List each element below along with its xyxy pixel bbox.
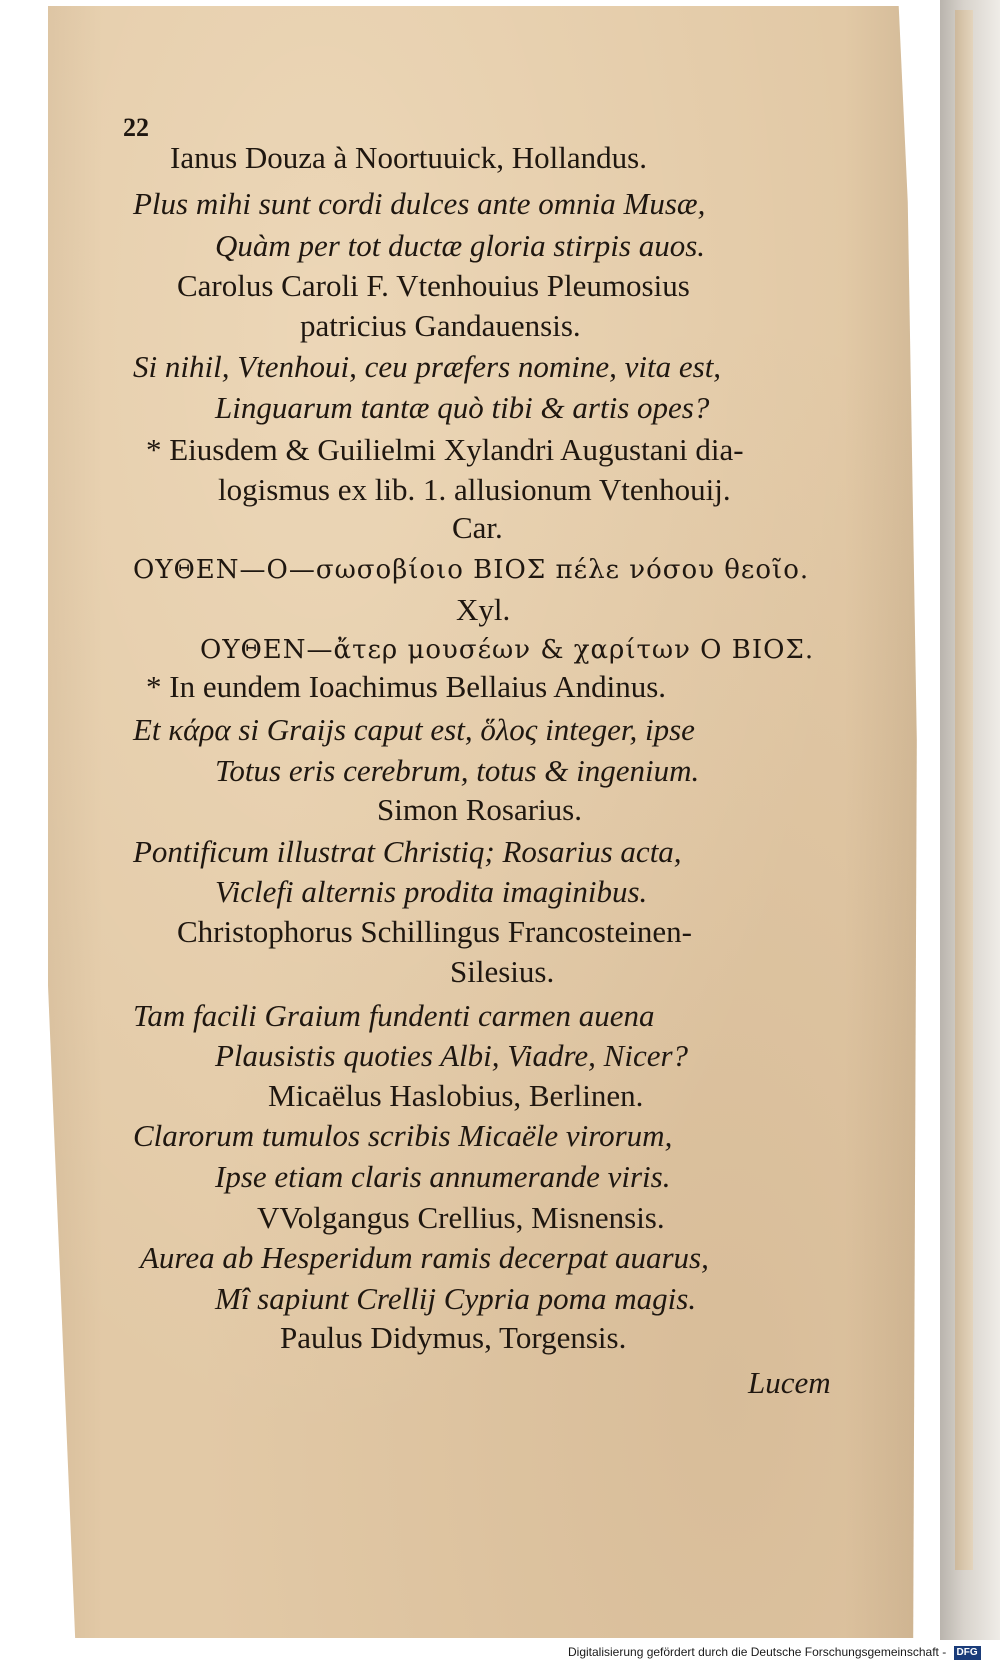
verse-line: Viclefi alternis prodita imaginibus. — [215, 874, 648, 909]
verse-line: Tam facili Graium fundenti carmen auena — [133, 998, 655, 1033]
heading-douza: Ianus Douza à Noortuuick, Hollandus. — [170, 140, 647, 175]
verse-line: Plausistis quoties Albi, Viadre, Nicer? — [215, 1038, 689, 1073]
verse-line: Si nihil, Vtenhoui, ceu præfers nomine, vita est, — [133, 349, 722, 384]
heading-schillingus: Christophorus Schillingus Francosteinen- — [177, 914, 692, 949]
page-edge — [955, 10, 973, 1570]
verse-line: Linguarum tantæ quò tibi & artis opes? — [215, 390, 710, 425]
greek-verse-line: ΟΥΘΕΝ—Ο—σωσοβίοιο ΒΙΟΣ πέλε νόσου θεοῖο. — [133, 555, 810, 585]
heading-continuation: logismus ex lib. 1. allusionum Vtenhouij. — [218, 472, 731, 507]
heading-crellius: VVolgangus Crellius, Misnensis. — [257, 1200, 665, 1235]
footer-text: Digitalisierung gefördert durch die Deutsche Forschungsgemeinschaft - — [568, 1645, 947, 1659]
speaker-label: Car. — [452, 510, 503, 545]
heading-bellaius: * In eundem Ioachimus Bellaius Andinus. — [146, 669, 667, 704]
catchword: Lucem — [748, 1365, 831, 1400]
heading-continuation: patricius Gandauensis. — [300, 308, 581, 343]
heading-haslobius: Micaëlus Haslobius, Berlinen. — [268, 1078, 644, 1113]
page-number: 22 — [123, 113, 149, 142]
verse-line: Ipse etiam claris annumerande viris. — [215, 1159, 671, 1194]
greek-verse-line: ΟΥΘΕΝ—ἄτερ μουσέων & χαρίτων Ο ΒΙΟΣ. — [200, 635, 815, 665]
heading-didymus: Paulus Didymus, Torgensis. — [280, 1320, 627, 1355]
verse-line: Et κάρα si Graijs caput est, ὅλος integer, ipse — [133, 712, 695, 747]
digitization-footer — [568, 1643, 981, 1661]
verse-line: Aurea ab Hesperidum ramis decerpat auarus, — [140, 1240, 709, 1275]
verse-line: Pontificum illustrat Christiq; Rosarius acta, — [133, 834, 682, 869]
dfg-logo: DFG — [954, 1646, 981, 1660]
heading-rosarius: Simon Rosarius. — [377, 792, 582, 827]
verse-line: Plus mihi sunt cordi dulces ante omnia Musæ, — [133, 186, 706, 221]
verse-line: Mî sapiunt Crellij Cypria poma magis. — [215, 1281, 697, 1316]
speaker-label: Xyl. — [456, 592, 511, 627]
heading-continuation: Silesius. — [450, 954, 555, 989]
verse-line: Totus eris cerebrum, totus & ingenium. — [215, 753, 700, 788]
heading-dialogismus: * Eiusdem & Guilielmi Xylandri Augustani dia- — [146, 432, 744, 467]
heading-utenhove: Carolus Caroli F. Vtenhouius Pleumosius — [177, 268, 690, 303]
verse-line: Clarorum tumulos scribis Micaële virorum, — [133, 1118, 673, 1153]
verse-line: Quàm per tot ductæ gloria stirpis auos. — [215, 228, 706, 263]
